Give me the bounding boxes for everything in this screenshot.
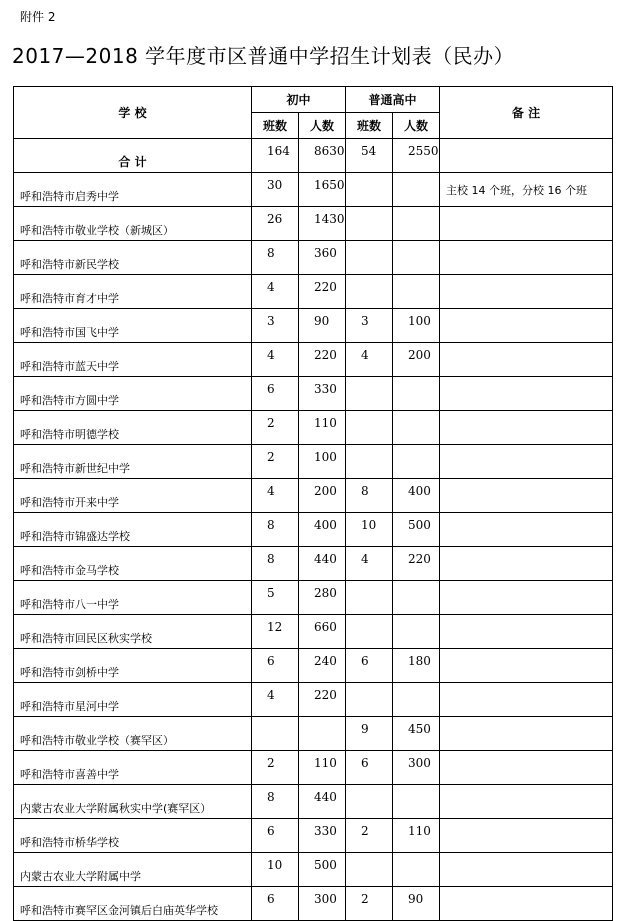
senior-classes: 6 — [346, 649, 393, 683]
senior-people: 110 — [393, 819, 440, 853]
school-name: 呼和浩特市星河中学 — [14, 683, 252, 717]
senior-classes — [346, 275, 393, 309]
remark — [440, 785, 613, 819]
senior-people — [393, 207, 440, 241]
senior-people — [393, 581, 440, 615]
total-row — [14, 139, 613, 173]
table-row — [14, 853, 613, 887]
header-senior-people: 人数 — [393, 113, 440, 139]
remark — [440, 581, 613, 615]
header-remark: 备 注 — [440, 87, 613, 139]
remark — [440, 615, 613, 649]
table-row — [14, 547, 613, 581]
senior-people — [393, 683, 440, 717]
senior-classes: 3 — [346, 309, 393, 343]
junior-classes: 10 — [252, 853, 299, 887]
junior-people — [299, 717, 346, 751]
senior-people: 500 — [393, 513, 440, 547]
junior-people: 90 — [299, 309, 346, 343]
senior-classes — [346, 207, 393, 241]
table-row — [14, 445, 613, 479]
school-name: 呼和浩特市金马学校 — [14, 547, 252, 581]
total-remark — [440, 139, 613, 173]
junior-people: 220 — [299, 683, 346, 717]
junior-classes: 26 — [252, 207, 299, 241]
junior-people: 110 — [299, 751, 346, 785]
junior-classes: 8 — [252, 785, 299, 819]
senior-classes: 2 — [346, 819, 393, 853]
school-name: 呼和浩特市国飞中学 — [14, 309, 252, 343]
senior-people — [393, 785, 440, 819]
senior-classes — [346, 683, 393, 717]
senior-classes: 4 — [346, 343, 393, 377]
junior-people: 400 — [299, 513, 346, 547]
school-name: 呼和浩特市明德学校 — [14, 411, 252, 445]
senior-classes — [346, 581, 393, 615]
senior-people: 220 — [393, 547, 440, 581]
junior-classes: 4 — [252, 343, 299, 377]
remark — [440, 819, 613, 853]
junior-classes: 5 — [252, 581, 299, 615]
school-name: 呼和浩特市新世纪中学 — [14, 445, 252, 479]
junior-people: 500 — [299, 853, 346, 887]
junior-people: 440 — [299, 547, 346, 581]
junior-classes: 30 — [252, 173, 299, 207]
remark — [440, 887, 613, 921]
senior-classes: 6 — [346, 751, 393, 785]
attachment-label: 附件 2 — [20, 10, 56, 24]
senior-classes: 4 — [346, 547, 393, 581]
remark — [440, 853, 613, 887]
senior-classes — [346, 785, 393, 819]
table-row — [14, 513, 613, 547]
junior-people: 1650 — [299, 173, 346, 207]
remark — [440, 479, 613, 513]
remark — [440, 275, 613, 309]
junior-classes: 12 — [252, 615, 299, 649]
senior-classes: 2 — [346, 887, 393, 921]
senior-people: 90 — [393, 887, 440, 921]
total-junior-people: 8630 — [299, 139, 346, 173]
total-senior-people: 2550 — [393, 139, 440, 173]
senior-classes: 9 — [346, 717, 393, 751]
table-row — [14, 683, 613, 717]
senior-classes — [346, 173, 393, 207]
senior-people — [393, 445, 440, 479]
senior-people — [393, 241, 440, 275]
header-school: 学 校 — [14, 87, 252, 139]
junior-classes: 4 — [252, 275, 299, 309]
table-row — [14, 377, 613, 411]
senior-classes — [346, 853, 393, 887]
table-row — [14, 275, 613, 309]
school-name: 呼和浩特市八一中学 — [14, 581, 252, 615]
school-name: 呼和浩特市桥华学校 — [14, 819, 252, 853]
junior-classes: 6 — [252, 377, 299, 411]
senior-classes — [346, 241, 393, 275]
senior-people: 450 — [393, 717, 440, 751]
remark — [440, 343, 613, 377]
remark — [440, 445, 613, 479]
senior-classes: 10 — [346, 513, 393, 547]
table-row — [14, 343, 613, 377]
senior-classes — [346, 411, 393, 445]
remark — [440, 309, 613, 343]
school-name: 呼和浩特市蓝天中学 — [14, 343, 252, 377]
total-junior-classes: 164 — [252, 139, 299, 173]
junior-classes: 8 — [252, 547, 299, 581]
table-row — [14, 309, 613, 343]
school-name: 呼和浩特市敬业学校（赛罕区） — [14, 717, 252, 751]
table-row — [14, 819, 613, 853]
total-senior-classes: 54 — [346, 139, 393, 173]
junior-classes: 2 — [252, 445, 299, 479]
school-name: 呼和浩特市喜善中学 — [14, 751, 252, 785]
junior-people: 110 — [299, 411, 346, 445]
table-row — [14, 241, 613, 275]
senior-people — [393, 615, 440, 649]
junior-classes: 8 — [252, 513, 299, 547]
junior-classes: 6 — [252, 887, 299, 921]
junior-people: 300 — [299, 887, 346, 921]
junior-people: 330 — [299, 819, 346, 853]
junior-people: 220 — [299, 275, 346, 309]
header-junior-classes: 班数 — [252, 113, 299, 139]
remark — [440, 717, 613, 751]
junior-classes: 6 — [252, 649, 299, 683]
remark — [440, 751, 613, 785]
senior-classes — [346, 377, 393, 411]
school-name: 呼和浩特市新民学校 — [14, 241, 252, 275]
senior-people: 200 — [393, 343, 440, 377]
remark — [440, 649, 613, 683]
table-row — [14, 581, 613, 615]
senior-people: 100 — [393, 309, 440, 343]
junior-people: 440 — [299, 785, 346, 819]
remark — [440, 207, 613, 241]
junior-people: 660 — [299, 615, 346, 649]
table-row — [14, 717, 613, 751]
school-name: 呼和浩特市方圆中学 — [14, 377, 252, 411]
table-row — [14, 173, 613, 207]
table-row — [14, 411, 613, 445]
school-name: 内蒙古农业大学附属秋实中学(赛罕区） — [14, 785, 252, 819]
senior-classes: 8 — [346, 479, 393, 513]
header-junior-people: 人数 — [299, 113, 346, 139]
school-name: 呼和浩特市开来中学 — [14, 479, 252, 513]
remark — [440, 547, 613, 581]
junior-classes: 4 — [252, 683, 299, 717]
school-name: 呼和浩特市剑桥中学 — [14, 649, 252, 683]
remark: 主校 14 个班，分校 16 个班 — [440, 173, 613, 207]
table-row — [14, 887, 613, 921]
senior-people — [393, 173, 440, 207]
junior-classes: 2 — [252, 411, 299, 445]
school-name: 内蒙古农业大学附属中学 — [14, 853, 252, 887]
junior-people: 280 — [299, 581, 346, 615]
senior-classes — [346, 445, 393, 479]
senior-people — [393, 377, 440, 411]
table-row — [14, 751, 613, 785]
junior-people: 100 — [299, 445, 346, 479]
remark — [440, 411, 613, 445]
page-title: 2017—2018 学年度市区普通中学招生计划表（民办） — [12, 44, 515, 68]
table-row — [14, 207, 613, 241]
school-name: 呼和浩特市敬业学校（新城区） — [14, 207, 252, 241]
senior-people — [393, 411, 440, 445]
senior-people: 400 — [393, 479, 440, 513]
school-name: 呼和浩特市启秀中学 — [14, 173, 252, 207]
senior-classes — [346, 615, 393, 649]
junior-classes: 3 — [252, 309, 299, 343]
table-row — [14, 615, 613, 649]
school-name: 呼和浩特市锦盛达学校 — [14, 513, 252, 547]
remark — [440, 683, 613, 717]
junior-classes: 8 — [252, 241, 299, 275]
junior-people: 200 — [299, 479, 346, 513]
remark — [440, 241, 613, 275]
school-name: 呼和浩特市育才中学 — [14, 275, 252, 309]
junior-people: 330 — [299, 377, 346, 411]
junior-classes — [252, 717, 299, 751]
header-senior: 普通高中 — [346, 87, 440, 113]
school-name: 呼和浩特市赛罕区金河镇后白庙英华学校 — [14, 887, 252, 921]
table-row — [14, 649, 613, 683]
total-label: 合 计 — [14, 139, 252, 173]
junior-people: 1430 — [299, 207, 346, 241]
remark — [440, 377, 613, 411]
junior-people: 240 — [299, 649, 346, 683]
senior-people: 180 — [393, 649, 440, 683]
header-senior-classes: 班数 — [346, 113, 393, 139]
senior-people — [393, 275, 440, 309]
table-row — [14, 785, 613, 819]
junior-classes: 6 — [252, 819, 299, 853]
school-name: 呼和浩特市回民区秋实学校 — [14, 615, 252, 649]
senior-people: 300 — [393, 751, 440, 785]
remark — [440, 513, 613, 547]
enrollment-table — [13, 86, 613, 921]
senior-people — [393, 853, 440, 887]
junior-people: 220 — [299, 343, 346, 377]
header-junior: 初中 — [252, 87, 346, 113]
junior-people: 360 — [299, 241, 346, 275]
junior-classes: 4 — [252, 479, 299, 513]
junior-classes: 2 — [252, 751, 299, 785]
table-row — [14, 479, 613, 513]
